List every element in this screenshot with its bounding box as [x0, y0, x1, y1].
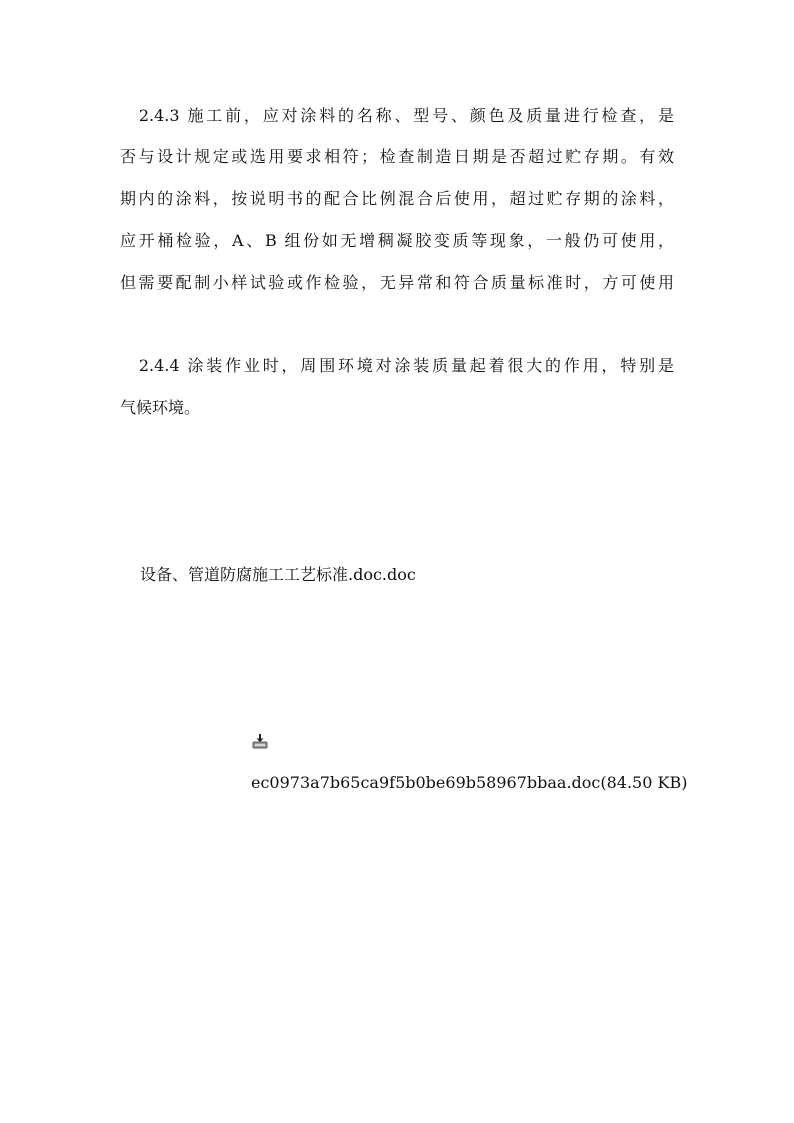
- paragraph-line: 气候环境。: [120, 398, 201, 417]
- paragraph-line: 期内的涂料，按说明书的配合比例混合后使用，超过贮存期的涂料，: [120, 189, 674, 208]
- paragraph-line: 但需要配制小样试验或作检验，无异常和符合质量标准时，方可使用: [120, 273, 674, 292]
- paragraph-line: 2.4.4 涂装作业时，周围环境对涂装质量起着很大的作用，特别是: [120, 356, 674, 375]
- paragraph-line: 应开桶检验，A、B 组份如无增稠凝胶变质等现象，一般仍可使用，: [120, 231, 674, 250]
- paragraph-line: 否与设计规定或选用要求相符；检查制造日期是否超过贮存期。有效: [120, 147, 674, 166]
- download-icon[interactable]: [252, 733, 268, 749]
- paragraph-line: 2.4.3 施工前，应对涂料的名称、型号、颜色及质量进行检查，是: [120, 106, 674, 125]
- document-title: 设备、管道防腐施工工艺标准.doc.doc: [140, 565, 416, 584]
- attachment-filename-link[interactable]: ec0973a7b65ca9f5b0be69b58967bbaa.doc(84.50 KB): [251, 773, 688, 792]
